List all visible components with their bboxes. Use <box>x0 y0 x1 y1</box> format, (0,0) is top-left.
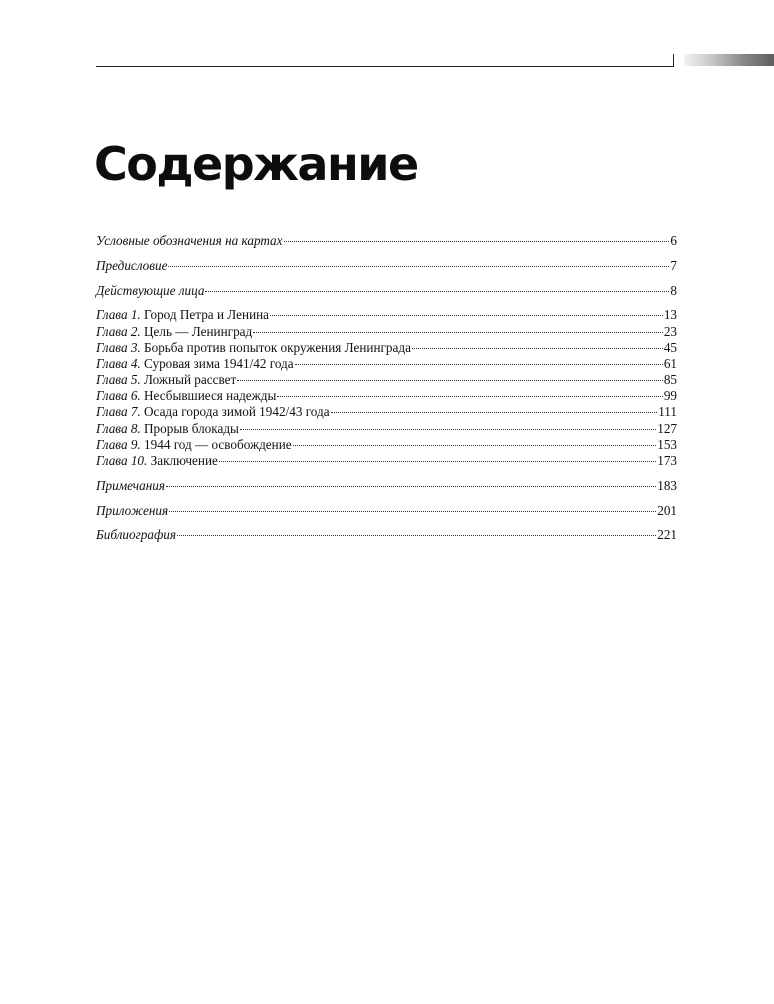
chapter-number: Глава 1. <box>96 307 141 323</box>
chapter-number: Глава 9. <box>96 436 141 452</box>
toc-entry-label: Действующие лица <box>96 282 205 298</box>
chapter-number: Глава 10. <box>96 453 148 469</box>
toc-entry-label: Несбывшиеся надежды <box>144 388 277 404</box>
dot-leader <box>168 265 669 267</box>
toc-entry-chapter-3[interactable] <box>96 340 677 356</box>
toc-entry-page: 153 <box>657 436 677 452</box>
dot-leader <box>253 331 663 333</box>
chapter-number: Глава 6. <box>96 388 141 404</box>
dot-leader <box>412 347 663 349</box>
toc-entry-label: 1944 год — освобождение <box>144 436 292 452</box>
dot-leader <box>205 290 669 292</box>
dot-leader <box>277 395 662 397</box>
page-title: Содержание <box>94 137 418 191</box>
toc-entry-chapter-9[interactable] <box>96 437 677 453</box>
toc-entry-label: Примечания <box>96 477 165 493</box>
chapter-number: Глава 2. <box>96 323 141 339</box>
toc-entry-label: Борьба против попыток окружения Ленинграда <box>144 339 411 355</box>
toc-entry-label: Условные обозначения на картах <box>96 233 283 248</box>
chapter-number: Глава 3. <box>96 339 141 355</box>
toc-entry-chapter-1[interactable] <box>96 307 677 323</box>
table-of-contents <box>96 233 677 544</box>
toc-entry-page: 13 <box>663 307 677 323</box>
dot-leader <box>331 411 658 413</box>
toc-entry-chapter-8[interactable] <box>96 421 677 437</box>
header-rule <box>96 66 673 67</box>
dot-leader <box>169 510 656 512</box>
chapter-number: Глава 8. <box>96 420 141 436</box>
toc-entry-label: Ложный рассвет <box>144 372 237 388</box>
toc-entry[interactable] <box>96 258 677 274</box>
toc-entry[interactable] <box>96 233 677 249</box>
toc-entry-page: 99 <box>663 388 677 404</box>
toc-entry-page: 183 <box>657 477 677 493</box>
toc-entry-chapter-4[interactable] <box>96 356 677 372</box>
dot-leader <box>240 428 656 430</box>
toc-entry-label: Библиография <box>96 527 177 543</box>
toc-entry-chapter-5[interactable] <box>96 372 677 388</box>
chapter-number: Глава 5. <box>96 372 141 388</box>
toc-entry-chapter-10[interactable] <box>96 453 677 469</box>
dot-leader <box>284 240 670 242</box>
toc-entry[interactable] <box>96 527 677 543</box>
dot-leader <box>177 534 656 536</box>
toc-entry-label: Прорыв блокады <box>144 420 239 436</box>
toc-entry-chapter-7[interactable] <box>96 404 677 420</box>
toc-entry[interactable] <box>96 478 677 494</box>
toc-entry-page: 7 <box>670 257 677 273</box>
dot-leader <box>293 444 657 446</box>
toc-entry-page: 23 <box>663 323 677 339</box>
chapter-number: Глава 4. <box>96 355 141 371</box>
toc-entry-page: 8 <box>670 282 677 298</box>
toc-entry-page: 173 <box>657 453 677 469</box>
toc-entry-chapter-6[interactable] <box>96 388 677 404</box>
toc-entry-page: 6 <box>670 233 677 248</box>
dot-leader <box>295 363 663 365</box>
dot-leader <box>219 460 656 462</box>
chapter-number: Глава 7. <box>96 404 141 420</box>
toc-entry-label: Осада города зимой 1942/43 года <box>144 404 330 420</box>
dot-leader <box>166 485 656 487</box>
toc-entry-label: Заключение <box>150 453 218 469</box>
header-rule-tick <box>673 54 674 67</box>
dot-leader <box>270 314 663 316</box>
toc-entry-page: 127 <box>657 420 677 436</box>
toc-entry-label: Город Петра и Ленина <box>144 307 270 323</box>
toc-entry-label: Приложения <box>96 502 169 518</box>
toc-entry-page: 221 <box>657 527 677 543</box>
dot-leader <box>237 379 663 381</box>
toc-entry[interactable] <box>96 503 677 519</box>
toc-entry-page: 201 <box>657 502 677 518</box>
toc-entry-chapter-2[interactable] <box>96 324 677 340</box>
toc-entry-label: Суровая зима 1941/42 года <box>144 355 294 371</box>
toc-entry-page: 111 <box>658 404 677 420</box>
toc-entry-page: 85 <box>663 372 677 388</box>
toc-entry-page: 61 <box>663 355 677 371</box>
toc-entry-label: Цель — Ленинград <box>144 323 253 339</box>
toc-entry[interactable] <box>96 283 677 299</box>
corner-gradient-bar <box>684 54 774 66</box>
toc-entry-label: Предисловие <box>96 257 168 273</box>
toc-entry-page: 45 <box>663 339 677 355</box>
